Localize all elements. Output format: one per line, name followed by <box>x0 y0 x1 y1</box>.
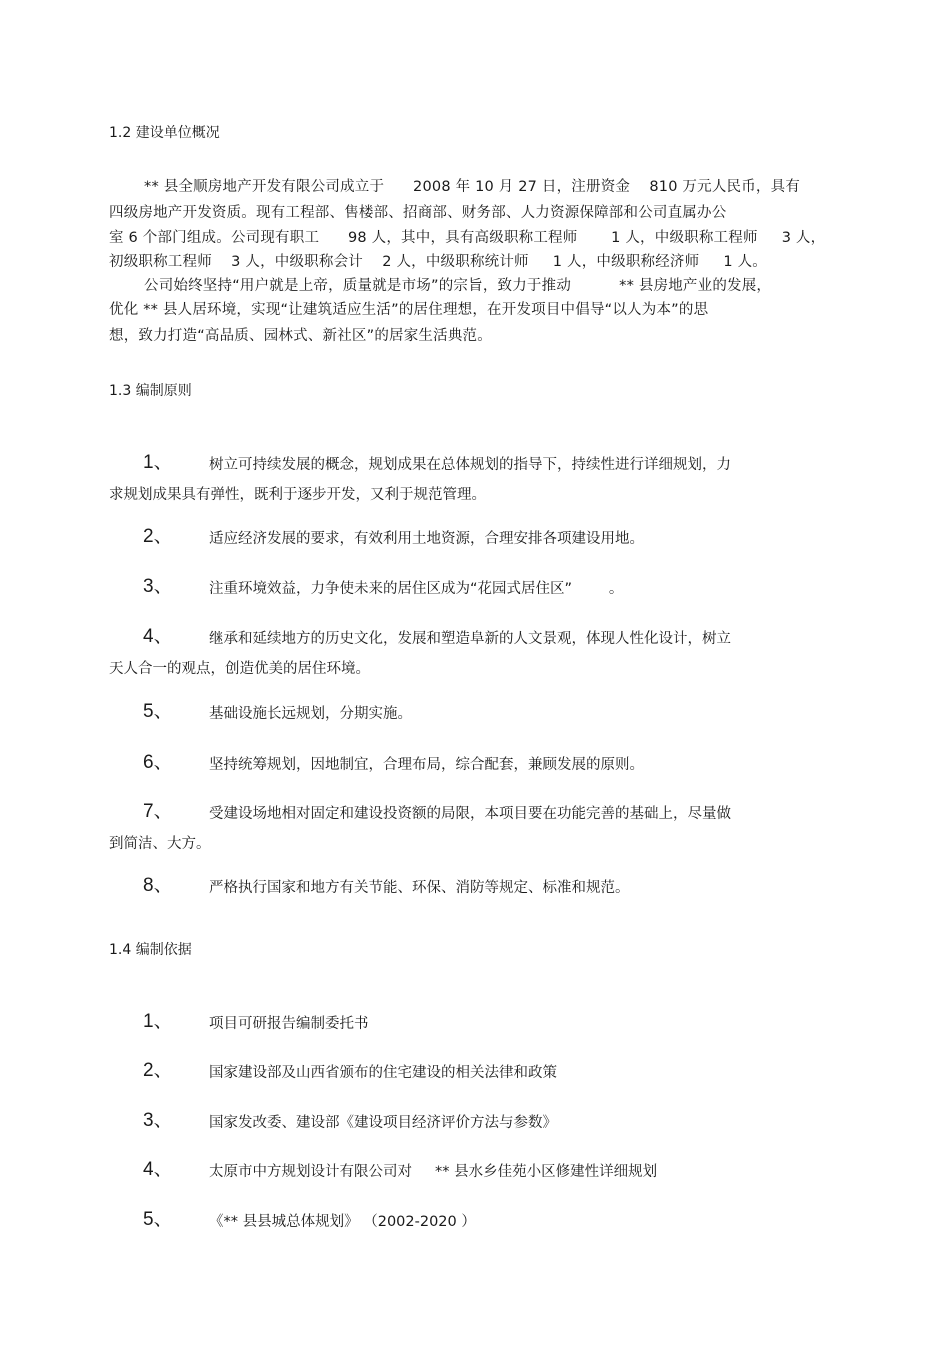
paragraph-line: 想，致力打造“高品质、园林式、新社区”的居家生活典范。 <box>109 328 492 344</box>
item-text: 国家建设部及山西省颁布的住宅建设的相关法律和政策 <box>209 1065 557 1081</box>
item-number: 5、 <box>143 1209 173 1230</box>
item-text: 注重环境效益，力争使未来的居住区成为“花园式居住区” 。 <box>209 581 624 597</box>
item-number: 7、 <box>143 801 173 822</box>
item-text: 严格执行国家和地方有关节能、环保、消防等规定、标准和规范。 <box>209 880 630 896</box>
item-number: 3、 <box>143 1110 173 1131</box>
item-text: 适应经济发展的要求，有效利用土地资源，合理安排各项建设用地。 <box>209 531 644 547</box>
item-number: 2、 <box>143 526 173 547</box>
item-text-continued: 天人合一的观点，创造优美的居住环境。 <box>109 661 370 677</box>
section-heading-1-4: 1.4 编制依据 <box>109 942 192 958</box>
item-text-continued: 到简洁、大方。 <box>109 836 211 852</box>
paragraph-line: 室 6 个部门组成。公司现有职工 98 人，其中，具有高级职称工程师 1 人，中级职称工程师 3 人， <box>109 230 826 246</box>
item-text: 树立可持续发展的概念，规划成果在总体规划的指导下，持续性进行详细规划，力 <box>209 457 731 473</box>
section-heading-1-2: 1.2 建设单位概况 <box>109 125 220 141</box>
item-number: 6、 <box>143 752 173 773</box>
item-text: 坚持统筹规划，因地制宜，合理布局，综合配套，兼顾发展的原则。 <box>209 757 644 773</box>
item-number: 3、 <box>143 576 173 597</box>
paragraph-line: 公司始终坚持“用户就是上帝，质量就是市场”的宗旨，致力于推动 ** 县房地产业的发展， <box>144 278 772 294</box>
item-number: 5、 <box>143 701 173 722</box>
item-number: 8、 <box>143 875 173 896</box>
paragraph-line: ** 县全顺房地产开发有限公司成立于 2008 年 10 月 27 日，注册资金 810 万元人民币，具有 <box>144 179 801 195</box>
item-text-continued: 求规划成果具有弹性，既利于逐步开发，又利于规范管理。 <box>109 487 486 503</box>
item-text: 继承和延续地方的历史文化，发展和塑造阜新的人文景观，体现人性化设计，树立 <box>209 631 731 647</box>
item-number: 4、 <box>143 1159 173 1180</box>
item-text: 基础设施长远规划，分期实施。 <box>209 706 412 722</box>
item-text: 受建设场地相对固定和建设投资额的局限，本项目要在功能完善的基础上，尽量做 <box>209 806 731 822</box>
paragraph-line: 初级职称工程师 3 人，中级职称会计 2 人，中级职称统计师 1 人，中级职称经济师 1 人。 <box>109 254 767 270</box>
item-text: 项目可研报告编制委托书 <box>209 1016 369 1032</box>
item-number: 4、 <box>143 626 173 647</box>
item-number: 1、 <box>143 1011 173 1032</box>
item-number: 2、 <box>143 1060 173 1081</box>
item-number: 1、 <box>143 452 173 473</box>
item-text: 《** 县县城总体规划》 （2002-2020 ） <box>209 1214 476 1230</box>
paragraph-line: 优化 ** 县人居环境，实现“让建筑适应生活”的居住理想，在开发项目中倡导“以人为本”的思 <box>109 302 709 318</box>
item-text: 太原市中方规划设计有限公司对 ** 县水乡佳苑小区修建性详细规划 <box>209 1164 658 1180</box>
section-heading-1-3: 1.3 编制原则 <box>109 383 192 399</box>
item-text: 国家发改委、建设部《建设项目经济评价方法与参数》 <box>209 1115 557 1131</box>
paragraph-line: 四级房地产开发资质。现有工程部、售楼部、招商部、财务部、人力资源保障部和公司直属办公 <box>109 205 727 221</box>
